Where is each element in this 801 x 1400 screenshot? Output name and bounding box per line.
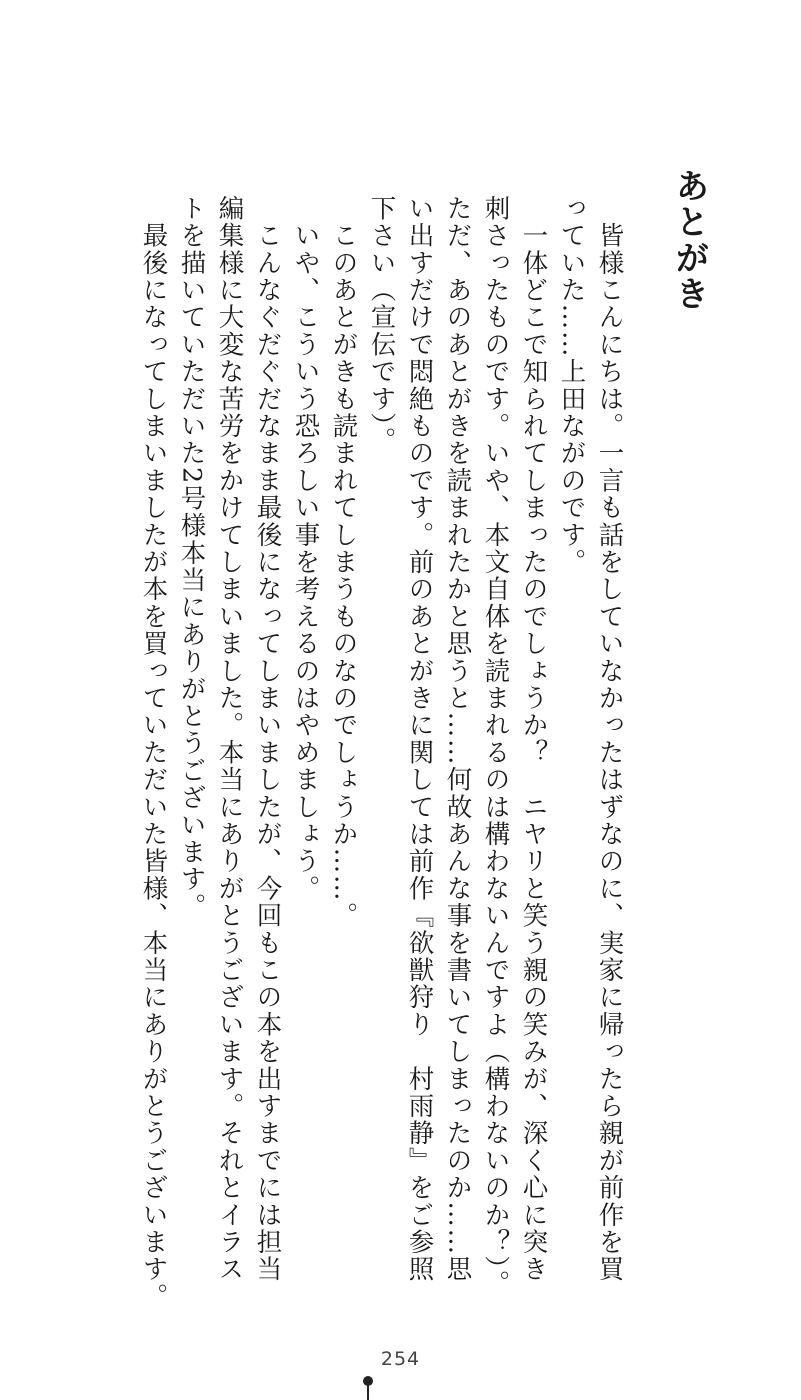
text-line: っていた……上田ながのです。: [556, 195, 587, 576]
text-line: このあとがきも読まれてしまうものなのでしょうか……。: [328, 195, 359, 930]
text-line: 最後になってしまいましたが本を買っていただいた皆様、本当にありがとうございます。: [138, 195, 169, 1311]
text-line: 刺さったものです。いや、本文自体を読まれるのは構わないんですよ（構わないのか？）。: [480, 195, 511, 1298]
text-line: 皆様こんにちは。一言も話をしていなかったはずなのに、実家に帰ったら親が前作を買: [594, 195, 625, 1283]
bookmark-bead: [363, 1376, 373, 1386]
text-line: いや、こういう恐ろしい事を考えるのはやめましょう。: [290, 195, 321, 903]
bookmark-string: [367, 1386, 369, 1400]
text-line: 下さい（宣伝です）。: [366, 195, 397, 455]
text-line: トを描いていただいた2号様本当にありがとうございます。: [176, 195, 207, 921]
text-line: 編集様に大変な苦労をかけてしまいました。本当にありがとうございます。それとイラス: [214, 195, 245, 1283]
text-line: こんなぐだぐだなまま最後になってしまいましたが、今回もこの本を出すまでには担当: [252, 195, 283, 1283]
chapter-title: あとがき: [669, 168, 709, 312]
page-number: 254: [380, 1348, 421, 1370]
text-line: ただ、あのあとがきを読まれたかと思うと……何故あんな事を書いてしまったのか……思: [442, 195, 473, 1283]
text-line: い出すだけで悶絶ものです。前のあとがきに関しては前作『欲獣狩り 村雨静』をご参照: [404, 195, 435, 1283]
text-line: 一体どこで知られてしまったのでしょうか？ ニヤリと笑う親の笑みが、深く心に突き: [518, 195, 549, 1283]
